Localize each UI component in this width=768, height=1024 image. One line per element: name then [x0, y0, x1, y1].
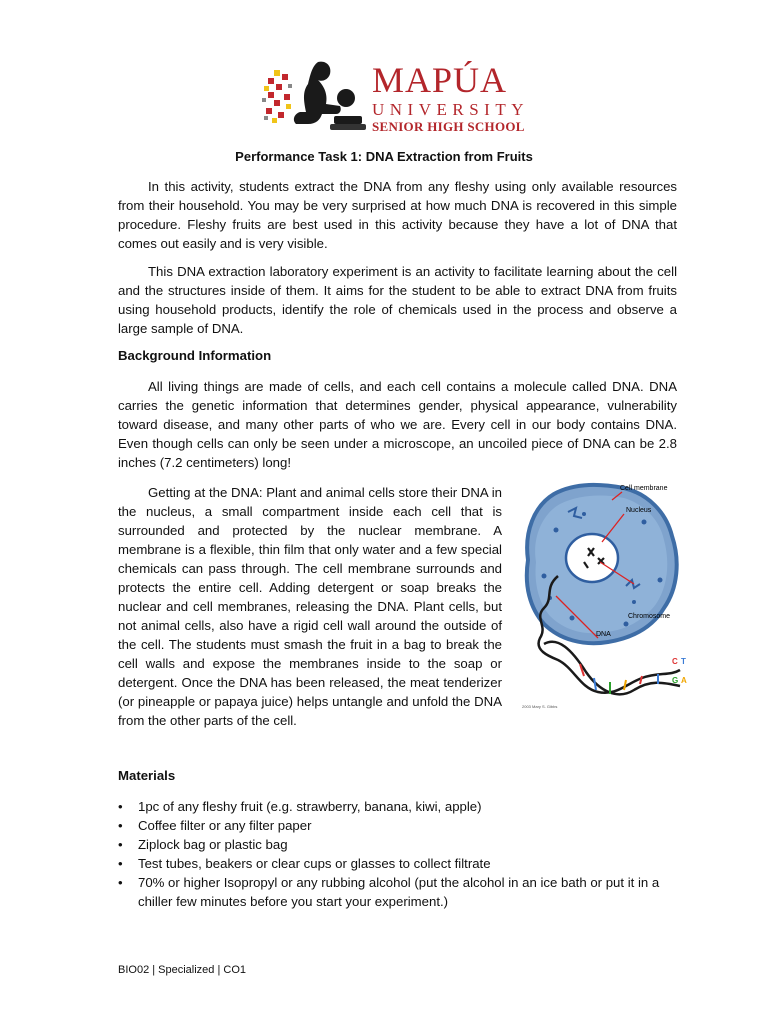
intro-paragraph-2: This DNA extraction laboratory experiment is an activity to facilitate learning about the cell and the structures inside of them. It aims for the student to be able to extract DNA from fruits using household products, identify the role of chemicals used in the process and observe a large sample of DNA.	[118, 264, 677, 336]
school-header	[262, 54, 529, 134]
base-g: G	[672, 676, 679, 685]
materials-heading: Materials	[118, 768, 176, 783]
mapua-logo-icon	[262, 54, 370, 134]
base-t: T	[681, 657, 686, 666]
background-paragraph-1: All living things are made of cells, and each cell contains a molecule called DNA. DNA carries the genetic information that determines gender, physical appearance, vulnerability toward disease, and many other parts of who we are. Every cell in our body contains DNA. Even though cells can only be seen under a microscope, an uncoiled piece of DNA can be 2.8 inches (7.2 centimeters) long!	[118, 379, 677, 470]
brand-university: UNIVERSITY	[372, 100, 529, 119]
materials-list	[118, 797, 688, 911]
intro-paragraph-1: In this activity, students extract the DNA from any fleshy using only available resources from their household. You may be very surprised at how much DNA is recovered in this simple procedure. Fleshy fruits are best used in this activity because they have a lot of DNA that comes out easily and is very visible.	[118, 179, 677, 251]
list-item: • Test tubes, beakers or clear cups or glasses to collect filtrate	[118, 854, 688, 873]
base-c: C	[672, 657, 678, 666]
nucleus	[566, 534, 618, 582]
brand-name: MAPÚA	[372, 60, 508, 100]
cell-dna-diagram	[514, 478, 694, 713]
brand-school: SENIOR HIGH SCHOOL	[372, 119, 525, 134]
page-footer: BIO02 | Specialized | CO1	[118, 964, 246, 976]
school-brand	[372, 62, 529, 134]
label-chromosome: Chromosome	[628, 613, 671, 620]
base-a: A	[681, 676, 687, 685]
figure-credit: 2003 Mary S. Gibbs	[522, 704, 558, 709]
background-heading: Background Information	[118, 348, 272, 363]
list-item: • Ziplock bag or plastic bag	[118, 835, 688, 854]
list-item: • Coffee filter or any filter paper	[118, 816, 688, 835]
background-paragraph-2: Getting at the DNA: Plant and animal cells store their DNA in the nucleus, a small compartment inside each cell that is surrounded and protected by the nuclear membrane. A membrane is a flexible, thin film that only water and a few special chemicals can pass through. The cell membrane surrounds and protects the entire cell. Adding detergent or soap breaks the nuclear and cell membranes, releasing the DNA. Plant cells, but not animal cells, also have a rigid cell wall around the outside of the cell. The students must smash the fruit in a bag to break the cell walls and expose the membranes inside to the soap or detergent. Once the DNA has been released, the meat tenderizer (or pineapple or papaya juice) helps untangle and unfold the DNA from the other parts of the cell.	[118, 485, 502, 728]
label-nucleus: Nucleus	[626, 507, 652, 514]
cell-diagram-svg	[514, 478, 694, 713]
label-cell-membrane: Cell membrane	[620, 485, 668, 492]
label-dna: DNA	[596, 631, 611, 638]
list-item: • 1pc of any fleshy fruit (e.g. strawberry, banana, kiwi, apple)	[118, 797, 688, 816]
page-title: Performance Task 1: DNA Extraction from Fruits	[235, 149, 533, 164]
list-item: • 70% or higher Isopropyl or any rubbing alcohol (put the alcohol in an ice bath or put it in a chiller few minutes before you start your experiment.)	[118, 873, 688, 911]
